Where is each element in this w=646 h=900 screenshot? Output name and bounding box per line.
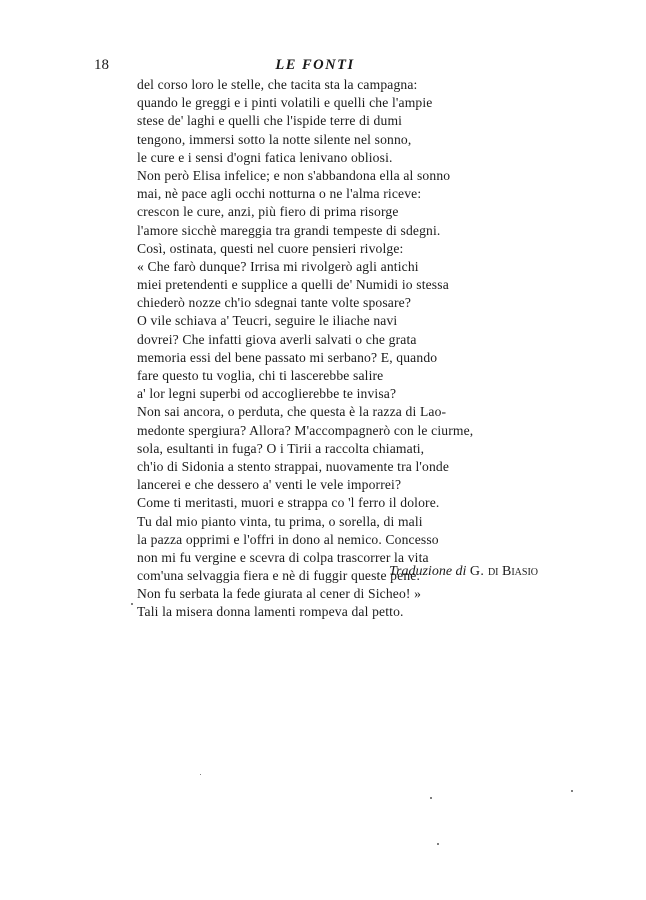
poem-line: a' lor legni superbi od accoglierebbe te invisa? — [137, 386, 397, 402]
poem-line: quando le greggi e i pinti volatili e quelli che l'ampie — [137, 95, 433, 111]
scan-speck — [571, 790, 573, 792]
poem-line: stese de' laghi e quelli che l'ispide terre di dumi — [137, 113, 403, 129]
poem-line: O vile schiava a' Teucri, seguire le iliache navi — [137, 313, 398, 329]
poem-line: « Che farò dunque? Irrisa mi rivolgerò agli antichi — [137, 258, 419, 274]
poem-line: del corso loro le stelle, che tacita sta la campagna: — [137, 77, 418, 92]
attribution-initial: G. — [469, 564, 488, 579]
poem-line: tengono, immersi sotto la notte silente nel sonno, — [137, 131, 412, 147]
poem-line: sola, esultanti in fuga? O i Tirii a raccolta chiamati, — [137, 440, 425, 456]
poem-line: le cure e i sensi d'ogni fatica lenivano obliosi. — [137, 149, 393, 165]
poem-line: crescon le cure, anzi, più fiero di prima risorge — [137, 204, 399, 220]
poem-line: Non fu serbata la fede giurata al cener di Sicheo! » — [137, 586, 422, 602]
poem-line: ch'io di Sidonia a stento strappai, nuovamente tra l'onde — [137, 458, 450, 474]
scan-speck — [430, 797, 432, 799]
poem-line: com'una selvaggia fiera e nè di fuggir queste pene. — [137, 568, 420, 584]
poem-text — [137, 76, 477, 622]
poem-line: dovrei? Che infatti giova averli salvati o che grata — [137, 331, 417, 347]
poem-line: non mi fu vergine e scevra di colpa trascorrer la vita — [137, 549, 429, 565]
poem-line: Tu dal mio pianto vinta, tu prima, o sorella, di mali — [137, 513, 423, 529]
poem-line: medonte spergiura? Allora? M'accompagnerò con le ciurme, — [137, 422, 474, 438]
poem-line: l'amore sicchè mareggia tra grandi tempeste di sdegni. — [137, 222, 441, 238]
poem-line: Come ti meritasti, muori e strappa co 'l ferro il dolore. — [137, 495, 440, 511]
poem-line: lancerei e che dessero a' venti le vele imporrei? — [137, 477, 402, 493]
scan-speck — [437, 843, 439, 845]
scan-speck — [131, 603, 133, 605]
attribution-label: Traduzione di — [389, 564, 467, 579]
scan-speck — [200, 774, 201, 775]
poem-line: Non sai ancora, o perduta, che questa è la razza di Lao- — [137, 404, 447, 420]
poem-line: la pazza opprimi e l'offri in dono al nemico. Concesso — [137, 531, 439, 547]
poem-line: chiederò nozze ch'io sdegnai tante volte sposare? — [137, 295, 412, 311]
translation-attribution — [389, 562, 538, 582]
page-number: 18 — [94, 57, 109, 73]
running-title: LE FONTI — [275, 57, 355, 73]
poem-line: miei pretendenti e supplice a quelli de' Numidi io stessa — [137, 277, 449, 293]
poem-line: Tali la misera donna lamenti rompeva dal petto. — [137, 604, 404, 620]
poem-line: mai, nè pace agli occhi notturna o ne l'alma riceve: — [137, 186, 422, 202]
poem-line: memoria essi del bene passato mi serbano? E, quando — [137, 349, 438, 365]
poem-line: fare questo tu voglia, chi ti lascerebbe salire — [137, 368, 384, 383]
poem-line: Non però Elisa infelice; e non s'abbandona ella al sonno — [137, 167, 451, 183]
attribution-author: di Biasio — [487, 564, 538, 579]
poem-line: Così, ostinata, questi nel cuore pensieri rivolge: — [137, 240, 404, 256]
